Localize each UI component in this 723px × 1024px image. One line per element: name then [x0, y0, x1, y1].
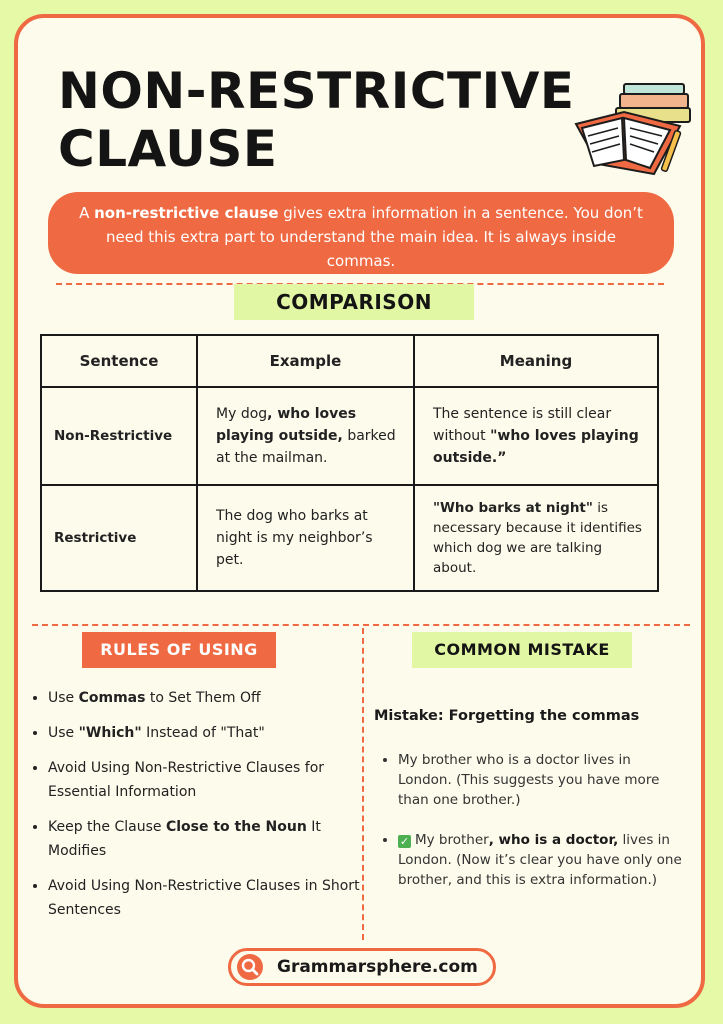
meaning-text: is necessary because it identifies which dog we are talking about. [433, 500, 642, 576]
comparison-heading: COMPARISON [234, 284, 474, 320]
rules-list [32, 686, 368, 933]
meaning-clause: "who loves playing outside.” [433, 428, 639, 466]
example-text: My dog [216, 406, 268, 422]
example-cell: The dog who barks at night is my neighbor’s pet. [197, 485, 414, 591]
title-line-1: NON-RESTRICTIVE [58, 62, 575, 120]
list-item: • Avoid Using Non-Restrictive Clauses in Short Sentences [48, 874, 368, 922]
meaning-cell [414, 387, 658, 485]
check-icon: ✓ [399, 835, 410, 848]
list-item: • Use "Which" Instead of "That" [48, 721, 368, 745]
mistake-examples [382, 750, 688, 910]
list-item: • My brother who is a doctor lives in London. (This suggests you have more than one brother.) [398, 750, 688, 810]
list-item: • Keep the Clause Close to the Noun It Modifies [48, 815, 368, 863]
table-header-row [41, 335, 658, 387]
column-header: Meaning [414, 335, 658, 387]
table-row [41, 485, 658, 591]
column-header: Sentence [41, 335, 197, 387]
example-cell [197, 387, 414, 485]
comparison-table [40, 334, 659, 592]
list-item: • ✓ My brother, who is a doctor, lives in London. (Now it’s clear you have only one brother, and this is extra information.) [398, 830, 688, 890]
title-line-2: CLAUSE [58, 120, 278, 178]
rules-heading: RULES OF USING [82, 632, 276, 668]
meaning-text: The sentence is still clear without [433, 406, 612, 444]
intro-term: non-restrictive clause [94, 204, 279, 222]
mistake-subheading: Mistake: Forgetting the commas [374, 708, 640, 724]
example-clause: , who loves playing outside, [216, 406, 357, 444]
page-title [58, 62, 578, 178]
section-divider [32, 624, 690, 626]
row-label: Restrictive [41, 485, 197, 591]
definition-banner [48, 192, 674, 274]
intro-text: A [79, 204, 95, 222]
example-text-rest: barked at the mailman. [216, 428, 396, 466]
row-label: Non-Restrictive [41, 387, 197, 485]
intro-text-rest: gives extra information in a sentence. You don’t need this extra part to understand the main idea. It is always inside commas. [106, 204, 643, 270]
search-icon [237, 954, 263, 980]
column-header: Example [197, 335, 414, 387]
mistake-heading: COMMON MISTAKE [412, 632, 632, 668]
list-item: • Use Commas to Set Them Off [48, 686, 368, 710]
table-row [41, 387, 658, 485]
website-url[interactable]: Grammarsphere.com [277, 957, 478, 977]
meaning-clause: "Who barks at night" [433, 500, 593, 516]
books-icon [558, 76, 698, 186]
list-item: • Avoid Using Non-Restrictive Clauses for Essential Information [48, 756, 368, 804]
meaning-cell [414, 485, 658, 591]
website-badge[interactable] [228, 948, 496, 986]
